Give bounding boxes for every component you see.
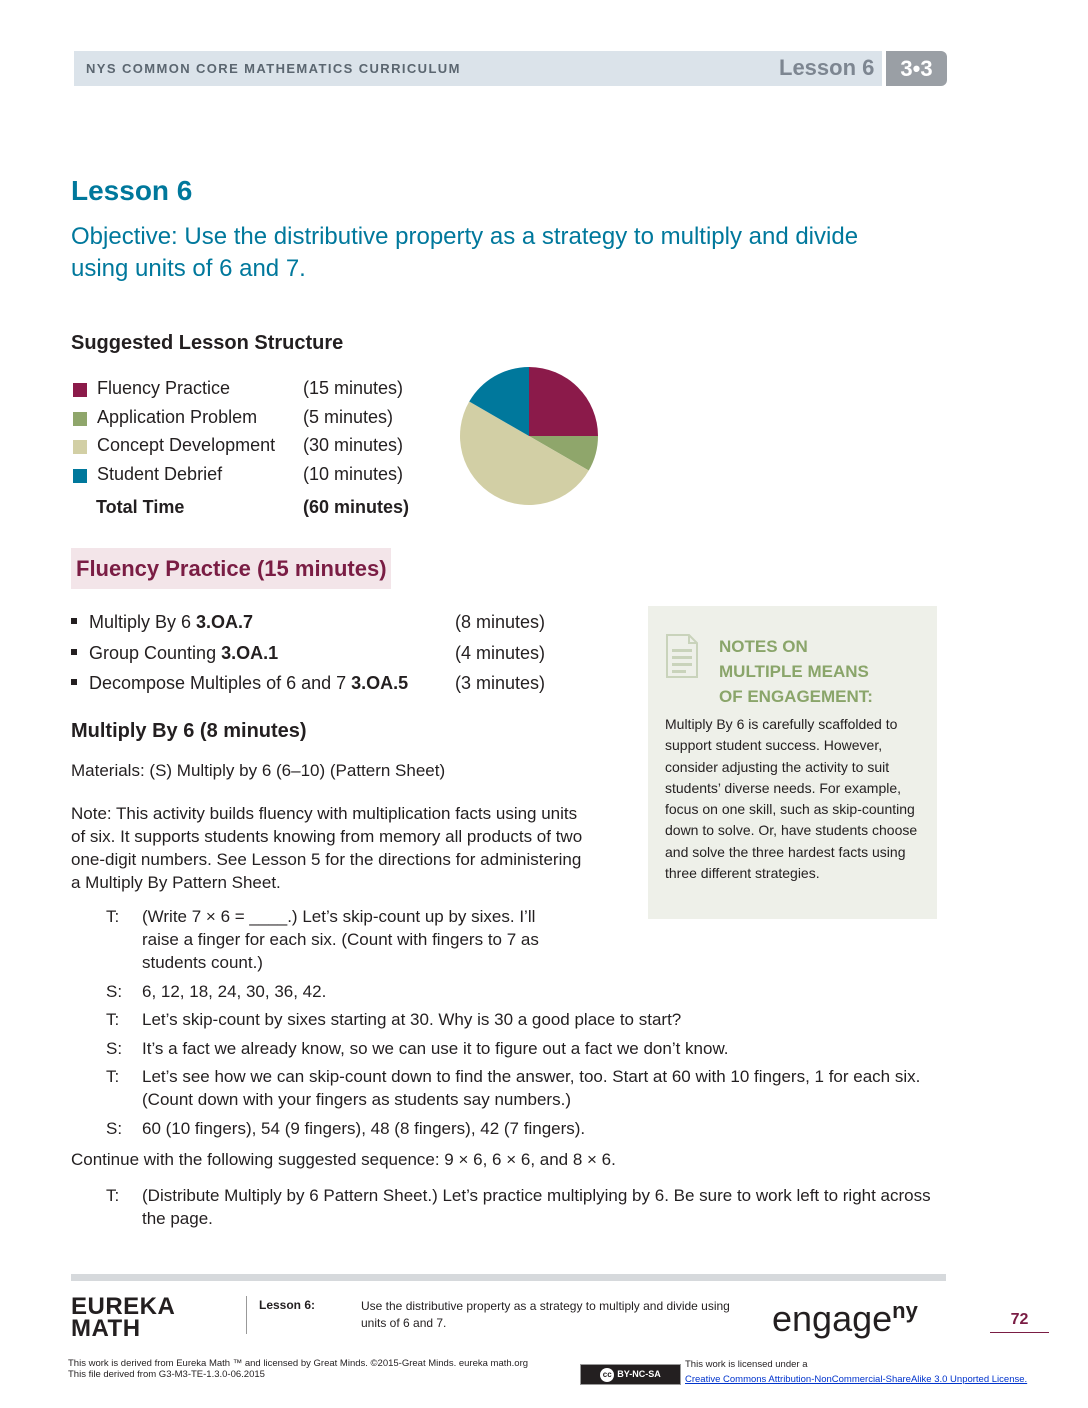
notes-icon [665,633,699,679]
dialogue-text: (Write 7 × 6 = ____.) Let’s skip-count up by sixes. I’ll raise a finger for each six. (Count with fingers to 7 as students count.) [142,907,539,972]
legend-label: Application Problem [97,407,258,427]
speaker: S: [106,1119,123,1138]
curriculum-title: NYS COMMON CORE MATHEMATICS CURRICULUM [86,61,461,76]
legend-minutes: (5 minutes) [303,407,394,427]
license-link[interactable]: Creative Commons Attribution-NonCommercial-ShareAlike 3.0 Unported License. [685,1374,1028,1385]
dialogue-text: It’s a fact we already know, so we can use it to figure out a fact we don’t know. [142,1039,729,1058]
dialogue-text: Let’s see how we can skip-count down to find the answer, too. Start at 60 with 10 fingers, 1 for each six. (Count down with your fingers as students say numbers.) [142,1067,921,1109]
structure-title: Suggested Lesson Structure [71,332,344,354]
legend-swatch [73,440,87,454]
side-note-header: NOTES ON MULTIPLE MEANS OF ENGAGEMENT: [719,637,873,706]
multiply-title: Multiply By 6 (8 minutes) [71,720,307,742]
activity-minutes: (4 minutes) [455,643,546,663]
total-minutes: (60 minutes) [303,497,410,517]
license-notice: This work is licensed under a Creative Commons Attribution-NonCommercial-ShareAlike 3.0 Unported License. [685,1359,1028,1385]
legend-minutes: (10 minutes) [303,464,404,484]
legend-minutes: (30 minutes) [303,435,404,455]
dialogue-text: 60 (10 fingers), 54 (9 fingers), 48 (8 fingers), 42 (7 fingers). [142,1119,586,1138]
speaker: T: [106,907,120,926]
legend-label: Fluency Practice [97,378,231,398]
module-badge: 3•3 [886,51,947,86]
speaker: T: [106,1186,120,1205]
activity-minutes: (3 minutes) [455,673,546,693]
footer-objective: Use the distributive property as a strategy to multiply and divide using units of 6 and 7. [361,1299,730,1330]
activity-note: Note: This activity builds fluency with multiplication facts using units of six. It supports students knowing from memory all products of two one-digit numbers. See Lesson 5 for the directions for administering a Multiply By Pattern Sheet. [71,804,583,892]
legend-swatch [73,469,87,483]
footer-bar [71,1274,946,1281]
legend-swatch [73,383,87,397]
lesson-structure-pie-chart [459,366,599,506]
legend-minutes: (15 minutes) [303,378,404,398]
side-note-body: Multiply By 6 is carefully scaffolded to support student success. However, consider adjusting the activity to suit students’ diverse needs. For example, focus on one skill, such as skip-counting down to solve. Or, have students choose and solve the three hardest facts using three different strategies. [665,716,918,882]
materials: Materials: (S) Multiply by 6 (6–10) (Pattern Sheet) [71,761,446,780]
pie-slice-fluency-practice [529,367,598,436]
bullet-icon [71,679,77,685]
activity-standard: 3.OA.7 [196,612,254,632]
header-lesson: Lesson 6 [779,55,875,80]
total-label: Total Time [96,497,185,517]
speaker: S: [106,982,123,1001]
continue-sequence: Continue with the following suggested sequence: 9 × 6, 6 × 6, and 8 × 6. [71,1150,616,1169]
fluency-title: Fluency Practice (15 minutes) [76,556,387,581]
activity-standard: 3.OA.5 [351,673,409,693]
derived-notice: This work is derived from Eureka Math ™ and licensed by Great Minds. ©2015-Great Minds. eureka math.org This file derived from G3-M3-TE-1.3.0-06.2015 [68,1358,529,1380]
engageny-logo: engage$^{ny}$ [772,1298,918,1339]
cc-license-badge: cc BY-NC-SA [580,1364,681,1385]
lesson-title: Lesson 6 [71,175,193,206]
speaker: T: [106,1010,120,1029]
objective: Objective: Use the distributive property as a strategy to multiply and divide using units of 6 and 7. [71,223,859,282]
legend-swatch [73,412,87,426]
footer-divider [246,1296,247,1334]
speaker: S: [106,1039,123,1058]
bullet-icon [71,618,77,624]
activity-label: Decompose Multiples of 6 and 7 3.OA.5 [89,673,409,693]
activity-minutes: (8 minutes) [455,612,546,632]
activity-standard: 3.OA.1 [221,643,279,663]
legend-label: Student Debrief [97,464,223,484]
dialogue-text: Let’s skip-count by sixes starting at 30. Why is 30 a good place to start? [142,1010,682,1029]
dialogue-text: 6, 12, 18, 24, 30, 36, 42. [142,982,327,1001]
speaker: T: [106,1067,120,1086]
activity-label: Multiply By 6 3.OA.7 [89,612,254,632]
activity-label: Group Counting 3.OA.1 [89,643,279,663]
legend-label: Concept Development [97,435,276,455]
bullet-icon [71,649,77,655]
page-number: 72 [990,1311,1049,1333]
eureka-math-logo: EUREKA MATH [71,1293,176,1342]
dialogue-text: (Distribute Multiply by 6 Pattern Sheet.) Let’s practice multiplying by 6. Be sure to work left to right across the page. [142,1186,931,1228]
footer-lesson-label: Lesson 6: [259,1298,316,1312]
cc-icon: cc [600,1368,614,1382]
